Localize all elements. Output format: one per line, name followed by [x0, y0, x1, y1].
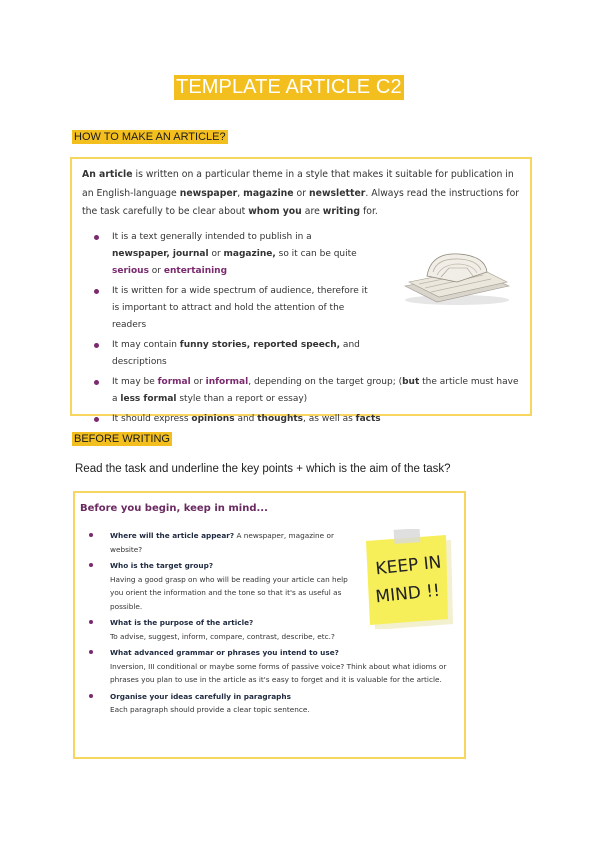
item-body: A newspaper, magazine or website?: [110, 531, 334, 554]
keep-in-mind-box: [73, 491, 466, 759]
list-item: [80, 559, 350, 613]
item-title: Who is the target group?: [110, 561, 214, 570]
text-run: newsletter: [309, 187, 366, 199]
text-run: or: [293, 187, 310, 199]
item-title: Organise your ideas carefully in paragraphs: [110, 691, 291, 701]
list-item: [80, 529, 350, 556]
page-title: TEMPLATE ARTICLE C2: [176, 76, 402, 98]
text-run: newspaper, journal: [112, 249, 209, 259]
item-body: To advise, suggest, inform, compare, contrast, describe, etc.?: [110, 631, 335, 641]
text-run: less formal: [120, 394, 177, 404]
bullet-icon: [89, 620, 93, 624]
sticky-note-icon: [358, 529, 454, 629]
bullet-icon: [89, 650, 93, 654]
text-run: It should express: [112, 414, 192, 424]
bullet-icon: [94, 343, 99, 348]
bullet-icon: [94, 289, 99, 294]
list-item: [82, 337, 372, 371]
item-body: Each paragraph should provide a clear topic sentence.: [110, 705, 310, 714]
text-run: formal: [157, 377, 191, 387]
text-run: informal: [205, 377, 249, 387]
text-run: It may contain: [112, 340, 180, 350]
article-guidelines-box: [70, 157, 532, 424]
text-run: and: [234, 414, 258, 424]
text-run: magazine,: [223, 249, 276, 259]
text-run: are: [301, 206, 323, 217]
item-title: What is the purpose of the article?: [110, 618, 254, 627]
text-run: or: [190, 377, 206, 387]
text-run: is written on a particular theme in a style that makes it suitable for publication in an English-language: [82, 169, 514, 199]
text-run: so it can be quite: [275, 249, 357, 259]
text-run: or: [208, 249, 224, 259]
text-run: An article: [82, 169, 133, 180]
text-run: It may be: [112, 377, 158, 387]
list-item-text: [112, 414, 381, 424]
section-heading-before-writing: BEFORE WRITING: [74, 433, 170, 445]
intro-paragraph: [82, 166, 520, 222]
text-run: funny stories, reported speech,: [179, 340, 341, 350]
sticky-note-line-1: KEEP IN: [374, 552, 443, 580]
text-run: the article must have a: [112, 377, 519, 404]
text-run: and descriptions: [112, 340, 360, 367]
text-run: , as well as: [303, 414, 356, 424]
list-item-text: [112, 286, 368, 330]
item-body: Having a good grasp on who will be reading your article can help you orient the information and the tone so that it's as useful as possible.: [110, 574, 348, 611]
text-run: newspaper: [179, 187, 238, 199]
text-run: thoughts: [257, 414, 304, 424]
bullet-icon: [89, 694, 93, 698]
bullet-icon: [94, 235, 99, 240]
keep-in-mind-heading: Before you begin, keep in mind...: [80, 503, 268, 514]
newspapers-icon: [397, 242, 515, 306]
list-item-text: [112, 340, 360, 367]
text-run: It is a text generally intended to publish in a: [112, 232, 312, 242]
item-body: Inversion, III conditional or maybe some forms of passive voice? Think about what idioms or phrases you plan to use in the article as it's easy to forget and it is valuable for the article.: [110, 661, 447, 684]
text-run: facts: [355, 414, 381, 424]
list-item: [82, 283, 372, 334]
list-item: [82, 374, 522, 408]
bullet-icon: [94, 417, 99, 422]
text-run: style than a report or essay): [176, 394, 308, 404]
item-title: What advanced grammar or phrases you intend to use?: [110, 648, 339, 657]
task-instruction: Read the task and underline the key points + which is the aim of the task?: [75, 463, 451, 475]
text-run: or: [148, 266, 164, 276]
text-run: serious: [112, 266, 149, 276]
text-run: magazine: [243, 187, 294, 199]
list-item-text: [112, 377, 518, 404]
text-run: . Always read the instructions for the task carefully to be clear about: [82, 187, 520, 217]
list-item: [80, 690, 450, 717]
text-run: but: [402, 377, 420, 387]
bullet-icon: [94, 380, 99, 385]
list-item: [82, 229, 372, 280]
bullet-icon: [89, 533, 93, 537]
bullet-icon: [89, 563, 93, 567]
text-run: , depending on the target group; (: [248, 377, 403, 387]
text-run: for.: [360, 206, 378, 217]
text-run: whom you: [248, 206, 302, 217]
text-run: ,: [237, 187, 244, 199]
text-run: opinions: [191, 414, 235, 424]
section-heading-how-to: HOW TO MAKE AN ARTICLE?: [74, 131, 226, 143]
list-item-text: [112, 232, 357, 276]
list-item: [80, 646, 450, 687]
text-run: It is written for a wide spectrum of audience, therefore it is important to attract and hold the attention of the readers: [112, 286, 368, 330]
text-run: writing: [322, 206, 361, 217]
text-run: entertaining: [163, 266, 228, 276]
item-title: Where will the article appear?: [110, 531, 235, 540]
list-item: [82, 411, 522, 428]
sticky-note-line-2: MIND !!: [374, 580, 441, 608]
list-item: [80, 616, 350, 643]
